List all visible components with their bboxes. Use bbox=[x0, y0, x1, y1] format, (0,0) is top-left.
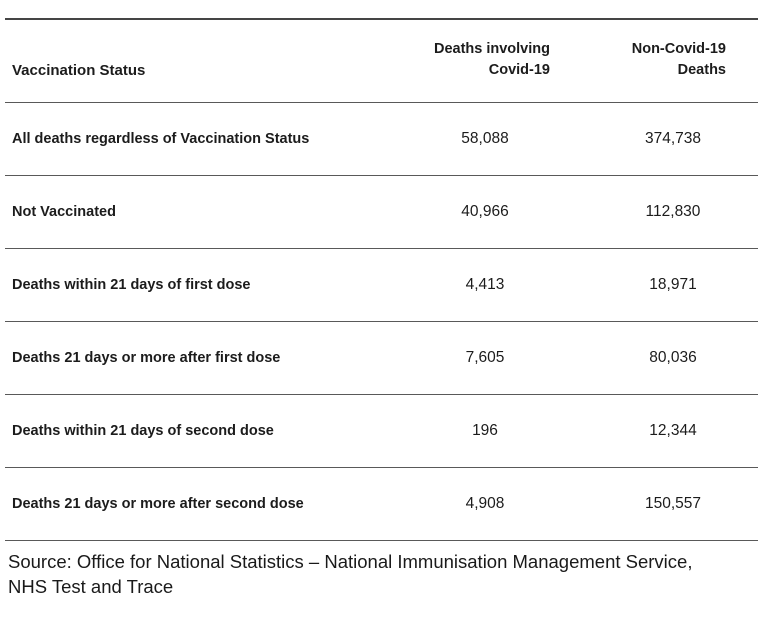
non-covid-deaths-value: 374,738 bbox=[644, 130, 702, 147]
table-row-within-21-days-first-dose bbox=[5, 249, 758, 322]
vaccination-deaths-table bbox=[5, 18, 758, 541]
row-label: Deaths within 21 days of second dose bbox=[12, 423, 274, 439]
column-header-non-covid-deaths: Non-Covid-19 Deaths bbox=[631, 40, 726, 79]
table-row-21-days-or-more-second-dose bbox=[5, 468, 758, 541]
non-covid-deaths-value: 12,344 bbox=[649, 422, 697, 439]
column-header-vaccination-status: Vaccination Status bbox=[12, 61, 146, 79]
covid-deaths-value: 58,088 bbox=[461, 130, 509, 147]
row-label: Deaths 21 days or more after second dose bbox=[12, 496, 304, 512]
table-row-not-vaccinated bbox=[5, 176, 758, 249]
non-covid-deaths-value: 112,830 bbox=[645, 203, 701, 220]
table-row-all-deaths bbox=[5, 103, 758, 176]
covid-deaths-value: 4,908 bbox=[465, 495, 505, 512]
non-covid-deaths-value: 150,557 bbox=[644, 495, 702, 512]
column-header-deaths-involving-covid: Deaths involving Covid-19 bbox=[433, 40, 550, 79]
source-note: Source: Office for National Statistics – National Immunisation Management Service, NHS Test and Trace bbox=[8, 551, 693, 597]
row-label: Not Vaccinated bbox=[12, 204, 116, 220]
table-header-row bbox=[5, 20, 758, 103]
table-row-within-21-days-second-dose bbox=[5, 395, 758, 468]
non-covid-deaths-value: 80,036 bbox=[649, 349, 697, 366]
row-label: Deaths 21 days or more after first dose bbox=[12, 350, 281, 366]
row-label: All deaths regardless of Vaccination Status bbox=[12, 131, 310, 147]
table-row-21-days-or-more-first-dose bbox=[5, 322, 758, 395]
covid-deaths-value: 4,413 bbox=[465, 276, 505, 293]
non-covid-deaths-value: 18,971 bbox=[649, 276, 697, 293]
covid-deaths-value: 7,605 bbox=[465, 349, 505, 366]
row-label: Deaths within 21 days of first dose bbox=[12, 277, 251, 293]
covid-deaths-value: 196 bbox=[472, 422, 498, 439]
covid-deaths-value: 40,966 bbox=[461, 203, 509, 220]
document-page bbox=[0, 18, 768, 599]
